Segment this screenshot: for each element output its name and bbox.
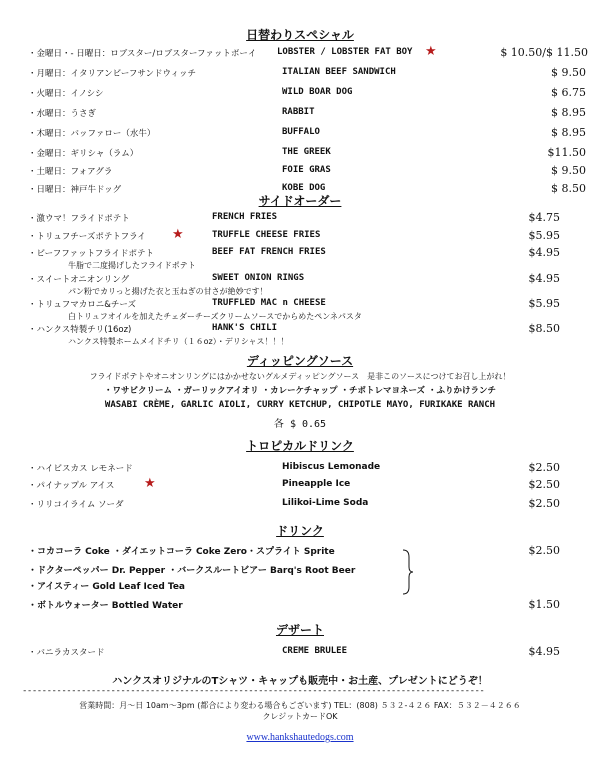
daily-item	[28, 146, 588, 160]
section-title-dip: ディッピングソース	[246, 354, 354, 368]
side-item-jp: ・ハンクス特製チリ(16oz)	[28, 325, 132, 335]
star-icon: ★	[425, 44, 437, 59]
star-icon: ★	[144, 476, 156, 491]
credit-card-text: クレジットカードOK	[262, 712, 338, 721]
daily-item-price: $ 9.50	[551, 164, 586, 177]
section-title-daily: 日替わりスペシャル	[246, 28, 354, 42]
side-item-en: HANK'S CHILI	[212, 323, 278, 333]
side-item-price: $5.95	[528, 297, 560, 310]
daily-item-jp: ・金曜日・- 日曜日：ロブスター/ロブスターファットボーイ	[28, 49, 257, 59]
side-item-price: $4.95	[528, 246, 560, 259]
side-item-desc: 牛脂で二度揚げしたフライドポテト	[68, 261, 196, 270]
section-title-tropical: トロピカルドリンク	[246, 439, 354, 453]
side-item	[28, 211, 560, 225]
daily-item-en: KOBE DOG	[282, 183, 326, 193]
tropical-item-price: $2.50	[528, 478, 560, 491]
side-item-jp: ・ビーフファットフライドポテト	[28, 249, 155, 259]
side-item-en: TRUFFLED MAC n CHEESE	[212, 298, 326, 308]
daily-item-jp: ・日曜日：神戸牛ドッグ	[28, 185, 122, 195]
daily-item-en: WILD BOAR DOG	[282, 87, 353, 97]
daily-item	[28, 46, 588, 60]
daily-item-price: $11.50	[547, 146, 586, 159]
tropical-item	[28, 461, 560, 475]
side-item-jp: ・激ウマ！フライドポテト	[28, 214, 130, 224]
drink-line: ・ドクターペッパー Dr. Pepper ・バークスルートビアー Barq's Root Beer	[28, 566, 356, 576]
daily-item	[28, 66, 588, 80]
daily-item-en: THE GREEK	[282, 147, 331, 157]
daily-item-price: $ 8.95	[551, 126, 586, 139]
tropical-item-price: $2.50	[528, 497, 560, 510]
daily-item-jp: ・火曜日：イノシシ	[28, 89, 104, 99]
daily-item-en: RABBIT	[282, 107, 315, 117]
drink-price-soft: $2.50	[528, 544, 560, 557]
dessert-item-price: $4.95	[528, 645, 560, 658]
daily-item	[28, 126, 588, 140]
tropical-item	[28, 478, 560, 492]
daily-item	[28, 86, 588, 100]
tropical-item-en: Lilikoi-Lime Soda	[282, 498, 369, 508]
website-link[interactable]: www.hankshautedogs.com	[246, 732, 354, 743]
hours-text: 営業時間：月～日 10am～3pm (都合により変わる場合もございます) TEL：(808) ５３２-４２６ FAX：５３２－４２６６	[79, 701, 521, 710]
side-item-jp: ・トリュフチーズポテトフライ	[28, 232, 146, 242]
drink-line: ・コカコーラ Coke ・ダイエットコーラ Coke Zero・スプライト Sprite	[28, 547, 335, 557]
side-item-desc: ハンクス特製ホームメイドチリ（１６oz）・デリシャス！！！	[68, 337, 289, 346]
daily-item-price: $ 9.50	[551, 66, 586, 79]
side-item-en: BEEF FAT FRENCH FRIES	[212, 247, 326, 257]
daily-item-price: $ 10.50/$ 11.50	[500, 46, 588, 59]
dessert-item-en: CREME BRULEE	[282, 646, 348, 656]
daily-item-en: BUFFALO	[282, 127, 320, 137]
drink-line: ・ボトルウォーター Bottled Water	[28, 601, 183, 611]
side-item	[28, 297, 560, 311]
tropical-item-en: Hibiscus Lemonade	[282, 462, 381, 472]
daily-item-en: FOIE GRAS	[282, 165, 331, 175]
tropical-item-jp: ・ハイビスカス レモネード	[28, 464, 133, 474]
daily-item	[28, 106, 588, 120]
dessert-item	[28, 645, 560, 659]
daily-item-jp: ・土曜日：フォアグラ	[28, 167, 113, 177]
website-wrapper	[0, 725, 600, 744]
side-item	[28, 272, 560, 286]
tropical-item	[28, 497, 560, 511]
tropical-item-price: $2.50	[528, 461, 560, 474]
side-item-en: SWEET ONION RINGS	[212, 273, 305, 283]
divider: ----------------------------------------------------------------------------------------------	[22, 686, 485, 696]
side-item-jp: ・スイートオニオンリング	[28, 275, 130, 285]
promo-text: ハンクスオリジナルのTシャツ・キャップも販売中・お土産、プレゼントにどうぞ！	[112, 676, 488, 687]
dip-intro: フライドポテトやオニオンリングにはかかせないグルメディッピングソース 是非このソースにつけてお召し上がれ！	[89, 372, 511, 381]
star-icon: ★	[172, 227, 184, 242]
side-item-price: $8.50	[528, 322, 560, 335]
side-item	[28, 246, 560, 260]
side-item-en: FRENCH FRIES	[212, 212, 278, 222]
side-item-desc: パン粉でカリっと揚げた衣と玉ねぎの甘さが絶妙です！	[68, 287, 268, 296]
side-item	[28, 229, 560, 243]
side-item-price: $4.75	[528, 211, 560, 224]
side-item-price: $5.95	[528, 229, 560, 242]
section-title-dessert: デザート	[275, 623, 324, 637]
drink-line: ・アイスティー Gold Leaf Iced Tea	[28, 582, 186, 592]
side-item-en: TRUFFLE CHEESE FRIES	[212, 230, 321, 240]
tropical-item-jp: ・パイナップル アイス	[28, 481, 115, 491]
tropical-item-jp: ・リリコイライム ソーダ	[28, 500, 124, 510]
daily-item-jp: ・木曜日：バッファロー（水牛）	[28, 129, 156, 139]
dip-price: 各 $ 0.65	[273, 419, 327, 430]
daily-item-jp: ・水曜日：うさぎ	[28, 109, 97, 119]
side-item	[28, 322, 560, 336]
section-title-drink: ドリンク	[276, 524, 324, 538]
section-title-side: サイドオーダー	[258, 194, 342, 208]
daily-item-jp: ・月曜日：イタリアンビーフサンドウィッチ	[28, 69, 196, 79]
dip-sauces-en: WASABI CRÈME, GARLIC AIOLI, CURRY KETCHUP, CHIPOTLE MAYO, FURIKAKE RANCH	[104, 400, 496, 410]
daily-item-price: $ 8.95	[551, 106, 586, 119]
side-item-price: $4.95	[528, 272, 560, 285]
drink-price-water: $1.50	[528, 598, 560, 611]
daily-item-price: $ 6.75	[551, 86, 586, 99]
dessert-item-jp: ・バニラカスタード	[28, 648, 105, 658]
side-item-desc: 白トリュフオイルを加えたチェダーチーズクリームソースでからめたペンネパスタ	[68, 312, 362, 321]
dip-sauces-jp: ・ワサビクリーム ・ガーリックアイオリ ・カレーケチャップ ・チポトレマヨネーズ ・ふりかけランチ	[104, 386, 496, 396]
daily-item	[28, 164, 588, 178]
bracket-icon	[402, 549, 414, 595]
daily-item-en: ITALIAN BEEF SANDWICH	[282, 67, 396, 77]
daily-item-jp: ・金曜日：ギリシャ（ラム）	[28, 149, 139, 159]
daily-item	[28, 182, 588, 196]
side-item-jp: ・トリュフマカロニ&チーズ	[28, 300, 136, 310]
tropical-item-en: Pineapple Ice	[282, 479, 351, 489]
daily-item-price: $ 8.50	[551, 182, 586, 195]
daily-item-en: LOBSTER / LOBSTER FAT BOY	[277, 47, 413, 57]
